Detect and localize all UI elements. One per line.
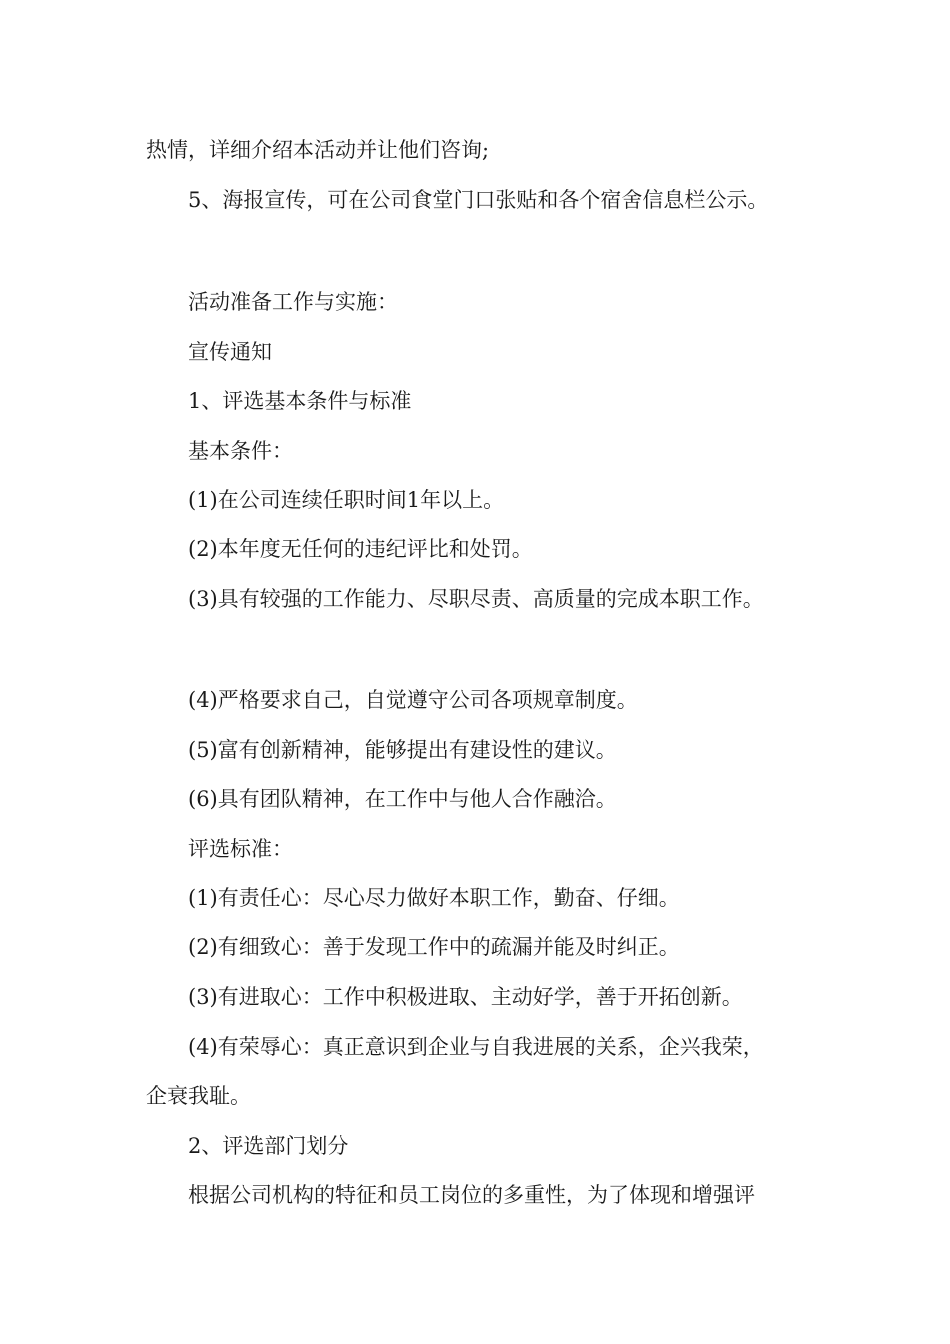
- list-item: (6)具有团队精神，在工作中与他人合作融洽。: [188, 787, 617, 811]
- section-heading: 1、评选基本条件与标准: [188, 389, 412, 413]
- section-heading: 2、评选部门划分: [188, 1134, 349, 1158]
- list-item: (2)有细致心：善于发现工作中的疏漏并能及时纠正。: [188, 935, 680, 959]
- list-item: (4)严格要求自己，自觉遵守公司各项规章制度。: [188, 688, 638, 712]
- text-line: 根据公司机构的特征和员工岗位的多重性，为了体现和增强评: [188, 1183, 755, 1207]
- list-item: (2)本年度无任何的违纪评比和处罚。: [188, 537, 533, 561]
- list-item: (5)富有创新精神，能够提出有建设性的建议。: [188, 738, 617, 762]
- section-heading: 宣传通知: [188, 340, 272, 364]
- text-line: 5、海报宣传，可在公司食堂门口张贴和各个宿舍信息栏公示。: [188, 188, 769, 212]
- text-line: 评选标准：: [188, 837, 293, 861]
- text-line: 基本条件：: [188, 439, 293, 463]
- list-item: (3)有进取心：工作中积极进取、主动好学，善于开拓创新。: [188, 985, 743, 1009]
- list-item: (3)具有较强的工作能力、尽职尽责、高质量的完成本职工作。: [188, 587, 764, 611]
- list-item: (1)在公司连续任职时间1年以上。: [188, 488, 505, 512]
- list-item: (4)有荣辱心：真正意识到企业与自我进展的关系，企兴我荣，: [188, 1035, 764, 1059]
- list-item: (1)有责任心：尽心尽力做好本职工作，勤奋、仔细。: [188, 886, 680, 910]
- section-heading: 活动准备工作与实施：: [188, 290, 398, 314]
- text-line: 企衰我耻。: [146, 1084, 251, 1108]
- text-line: 热情，详细介绍本活动并让他们咨询;: [146, 138, 490, 162]
